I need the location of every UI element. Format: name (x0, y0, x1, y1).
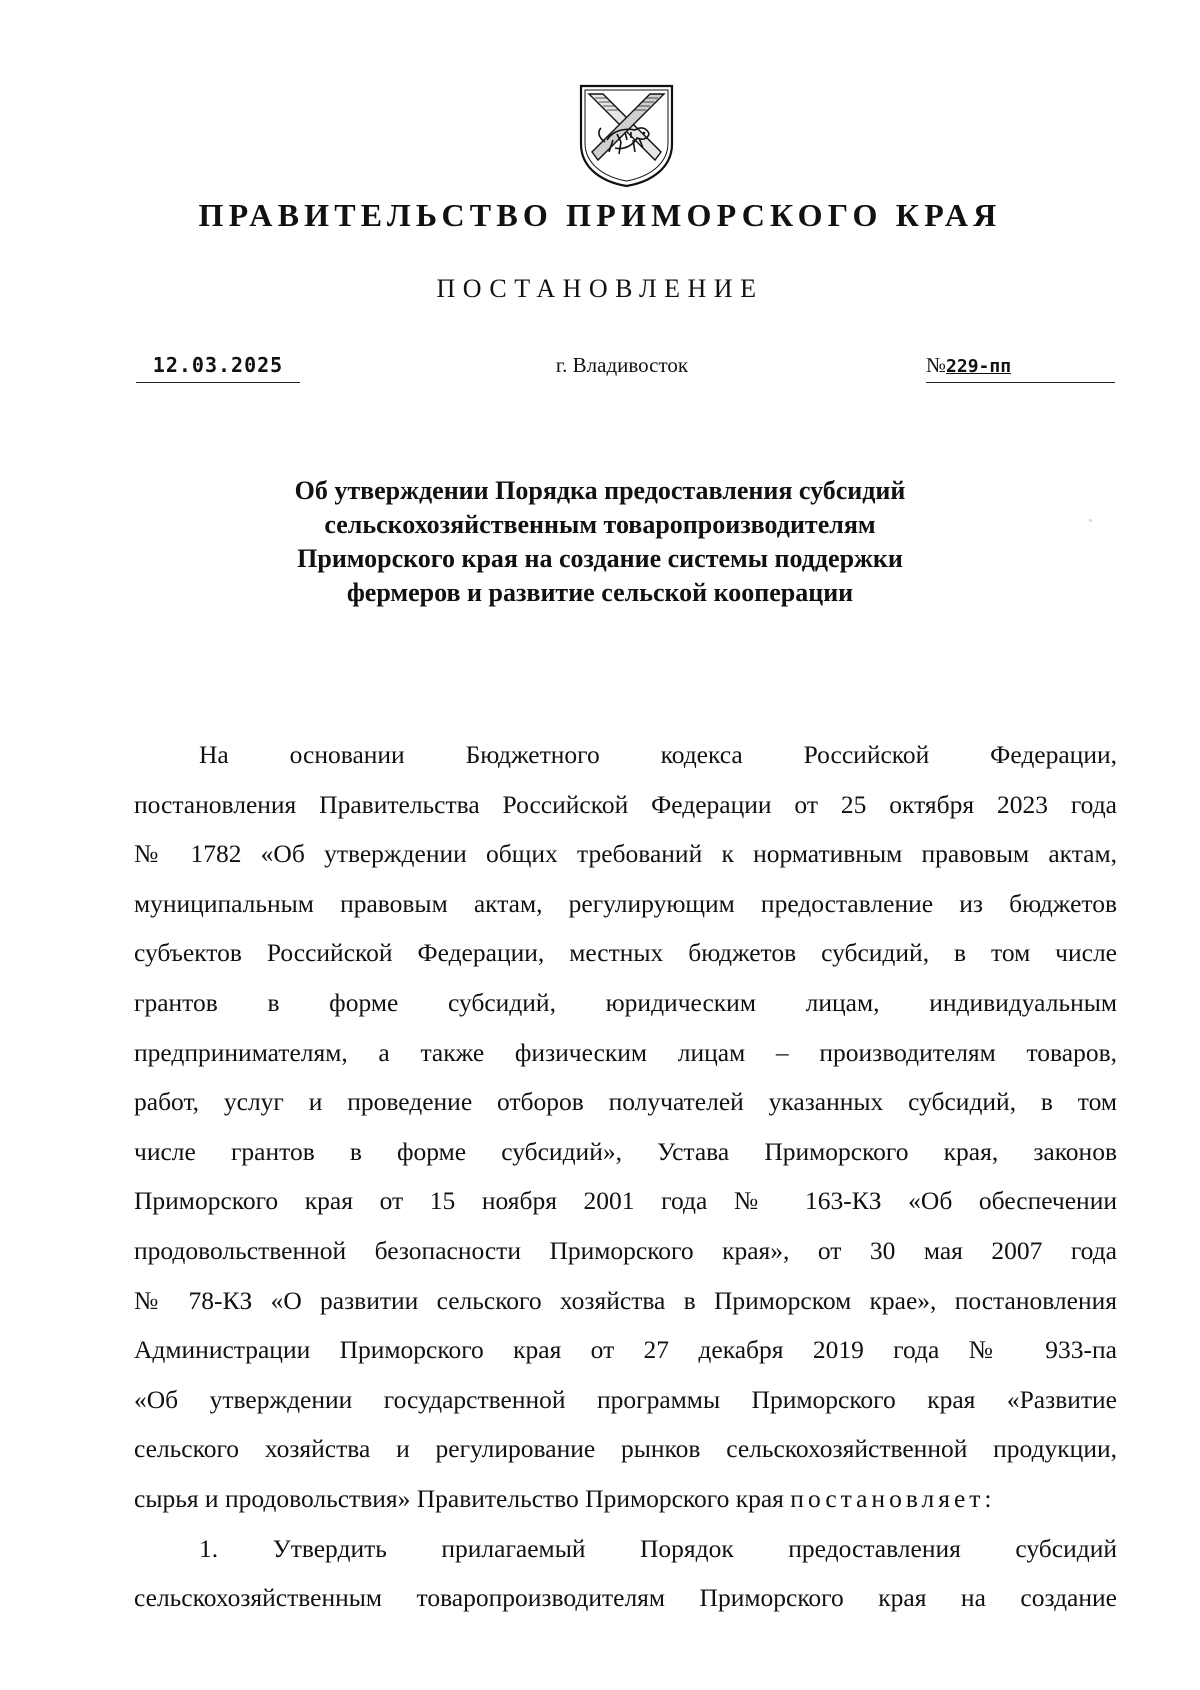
body-line: продовольственной безопасности Приморского края», от 30 мая 2007 года (134, 1235, 1117, 1265)
body-line: постановления Правительства Российской Федерации от 25 октября 2023 года (134, 789, 1117, 819)
scan-speck (1089, 519, 1092, 522)
document-date: 12.03.2025 (136, 350, 300, 383)
body-line: субъектов Российской Федерации, местных бюджетов субсидий, в том числе (134, 938, 1117, 968)
body-line-text: сырья и продовольствия» Правительство Приморского края (134, 1483, 791, 1513)
subject-line: фермеров и развитие сельской кооперации (346, 578, 854, 607)
item-line: сельскохозяйственным товаропроизводителям Приморского края на создание (134, 1583, 1117, 1613)
item-line: 1. Утвердить прилагаемый Порядок предоставления субсидий (199, 1533, 1117, 1563)
subject-line: сельскохозяйственным товаропроизводителям (324, 510, 876, 539)
document-body (134, 730, 1117, 1623)
body-line: муниципальным правовым актам, регулирующим предоставление из бюджетов (134, 888, 1117, 918)
subject-line: Об утверждении Порядка предоставления субсидий (294, 476, 906, 505)
body-line: предпринимателям, а также физическим лицам – производителям товаров, (134, 1037, 1117, 1067)
body-line: № 1782 «Об утверждении общих требований к нормативным правовым актам, (134, 839, 1117, 869)
body-line: «Об утверждении государственной программы Приморского края «Развитие (134, 1384, 1117, 1414)
document-type: ПОСТАНОВЛЕНИЕ (436, 274, 764, 303)
number-value: 229-пп (946, 356, 1012, 377)
body-line (134, 1474, 1117, 1524)
body-line: Администрации Приморского края от 27 декабря 2019 года № 933-па (134, 1335, 1117, 1365)
document-number (926, 350, 1115, 383)
body-line: Приморского края от 15 ноября 2001 года № 163-КЗ «Об обеспечении (134, 1186, 1117, 1216)
body-line: числе грантов в форме субсидий», Устава Приморского края, законов (134, 1136, 1117, 1166)
coat-of-arms-icon (575, 82, 678, 188)
number-sign: № (926, 353, 947, 377)
government-title: ПРАВИТЕЛЬСТВО ПРИМОРСКОГО КРАЯ (198, 197, 1002, 233)
body-line: сельского хозяйства и регулирование рынков сельскохозяйственной продукции, (134, 1434, 1117, 1464)
subject-line: Приморского края на создание системы поддержки (297, 544, 903, 573)
body-line: На основании Бюджетного кодекса Российской Федерации, (199, 740, 1117, 769)
body-line: № 78-КЗ «О развитии сельского хозяйства в Приморском крае», постановления (134, 1285, 1117, 1315)
document-meta (0, 350, 1200, 386)
document-subject (150, 474, 1050, 610)
document-city: г. Владивосток (555, 353, 689, 377)
resolution-keyword: постановляет: (790, 1483, 996, 1513)
body-line: грантов в форме субсидий, юридическим лицам, индивидуальным (134, 987, 1117, 1017)
body-line: работ, услуг и проведение отборов получателей указанных субсидий, в том (134, 1087, 1117, 1117)
